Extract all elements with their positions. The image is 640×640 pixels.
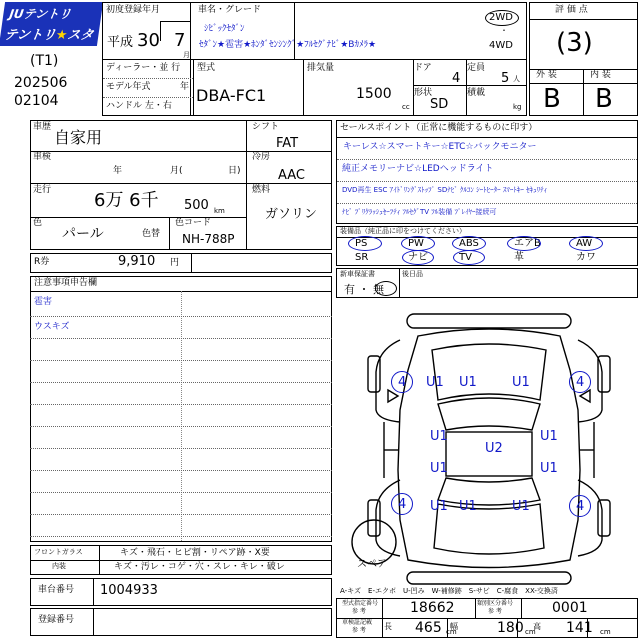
model-code-label: 型式	[197, 63, 216, 73]
dims-label: 車検証記載	[342, 619, 373, 626]
logo-line1: JUテントリ	[8, 7, 72, 21]
sales-line-4: ﾅﾋﾞ ﾌﾟﾘｸﾗｯｼｭｾｰﾌﾃｨ ﾌﾙｾｸﾞTV ﾌﾙ装備 ﾌﾟﾚｲﾔｰ接続可	[342, 208, 497, 216]
equipment-circle	[569, 236, 603, 251]
car-name-label: 車名・グレード	[198, 5, 262, 15]
equipment-circle	[348, 236, 382, 251]
region-code: (T1)	[30, 53, 59, 69]
damage-mark: U1	[540, 429, 558, 444]
length-label: 長	[384, 622, 392, 631]
damage-mark: U1	[540, 461, 558, 476]
fuel-value: ガソリン	[265, 207, 318, 222]
displacement-label: 排気量	[307, 63, 335, 73]
notes-row-line	[30, 360, 332, 361]
class-sub: 参 考	[488, 608, 502, 615]
equipment-circle	[453, 250, 485, 265]
load-label: 積載	[467, 88, 486, 98]
class-label: 類別区分番号	[477, 600, 514, 607]
width-unit: cm	[525, 628, 536, 636]
shape-label: 形状	[414, 88, 433, 98]
model-cert-sub: 参 考	[352, 608, 366, 615]
car-name-line2: ｾﾀﾞﾝ★雹害★ﾎﾝﾀﾞｾﾝｼﾝｸﾞ★ﾌﾙｾｸﾞﾅﾋﾞ★Bｶﾒﾗ★	[199, 40, 377, 50]
reg-number-label: 登録番号	[38, 615, 75, 625]
equipment-item: PW	[408, 238, 424, 249]
notes-line-2: ウスキズ	[34, 322, 70, 332]
damage-mark: 4	[576, 499, 585, 514]
equipment-circle	[401, 236, 435, 251]
notes-row-line	[30, 470, 332, 471]
equipment-label: 装備品（純正品に印をつけてください）	[340, 227, 466, 235]
damage-mark: U2	[485, 441, 503, 456]
damage-mark-circle	[391, 493, 413, 515]
equipment-circle	[402, 250, 434, 265]
score-value: (3)	[556, 28, 593, 58]
door-label: ドア	[414, 63, 432, 73]
doc-number-2: 02104	[14, 93, 59, 109]
notes-row-line	[30, 536, 332, 537]
class-value: 0001	[552, 600, 588, 616]
height-value: 141	[566, 620, 593, 636]
header-section	[102, 2, 527, 116]
equipment-item: カワ	[576, 252, 596, 263]
color-code-value: NH-788P	[182, 232, 235, 246]
model-year-label: モデル年式	[106, 82, 151, 92]
reg-month-unit: 月	[183, 51, 190, 59]
length-unit: cm	[446, 628, 457, 636]
interior-cond-value: キズ・汚レ・コゲ・穴・スレ・キレ・破レ	[114, 562, 285, 572]
damage-mark: U1	[430, 499, 448, 514]
fuel-label: 燃料	[252, 185, 271, 195]
displacement-unit: cc	[402, 103, 410, 111]
spare-label: スペア	[357, 559, 387, 570]
capacity-value: 5	[501, 71, 510, 86]
damage-mark: 4	[576, 375, 585, 390]
height-unit: cm	[600, 628, 611, 636]
model-year-unit: 年	[180, 82, 190, 92]
shift-value: FAT	[276, 136, 299, 151]
notes-row-line	[30, 448, 332, 449]
drive-separator: ・	[500, 26, 508, 35]
sales-line-2: 純正メモリーナビ☆LEDヘッドライト	[342, 164, 494, 174]
sales-line-3: DVD再生 ESC ｱｲﾄﾞﾘﾝｸﾞｽﾄｯﾌﾟ SDﾅﾋﾞ ｸﾙｺﾝ ｼｰﾄﾋｰﾀｰ ｽﾏｰﾄｷｰ ｾｷｭﾘﾃｨ	[342, 186, 548, 194]
displacement-value: 1500	[356, 86, 392, 102]
notes-row-line	[30, 338, 332, 339]
equipment-item: ナビ	[408, 252, 428, 263]
notes-row-line	[30, 426, 332, 427]
damage-mark: U1	[459, 375, 477, 390]
damage-mark: U1	[430, 461, 448, 476]
chassis-value: 1004933	[100, 583, 158, 598]
dealer-label: ディーラー・並 行	[106, 63, 181, 73]
damage-mark: U1	[426, 375, 444, 390]
width-value: 180	[497, 620, 524, 636]
usage-value: 自家用	[54, 128, 103, 147]
interior-cond-label: 内装	[52, 562, 66, 570]
notes-row-line	[30, 514, 332, 515]
damage-mark-circle	[569, 371, 591, 393]
inspection-day: 日)	[228, 166, 241, 176]
warranty-value: 有 ・ 無	[344, 283, 384, 296]
equipment-item: ABS	[459, 238, 479, 249]
drive-2wd: 2WD	[489, 12, 513, 23]
equipment-circle	[452, 236, 486, 251]
logo-line2: テントリ★スター	[0, 28, 95, 62]
notes-row-line	[30, 492, 332, 493]
damage-mark: U1	[512, 499, 530, 514]
damage-mark: U1	[430, 429, 448, 444]
exterior-label: 外 装	[536, 70, 557, 80]
chassis-section	[30, 578, 332, 606]
inspection-label: 車検	[33, 152, 52, 162]
history-label: 後日品	[402, 270, 423, 278]
handle-label: ハンドル 左・右	[106, 101, 172, 111]
damage-mark: U1	[512, 375, 530, 390]
mileage-label: 走行	[33, 185, 52, 195]
warranty-label: 新車保証書	[340, 270, 375, 278]
score-label: 評 価 点	[555, 5, 588, 15]
sales-line-1: キーレス☆スマートキー☆ETC☆バックモニター	[343, 142, 537, 152]
width-label: 幅	[450, 622, 458, 631]
model-cert-value: 18662	[410, 600, 455, 616]
model-cert-label: 型式指定番号	[342, 600, 379, 607]
sales-point-label: セールスポイント（正常に機能するものに印す）	[340, 123, 538, 133]
color-value: パール	[62, 226, 104, 242]
exterior-grade: B	[543, 84, 561, 114]
interior-grade: B	[595, 84, 613, 114]
equipment-item: TV	[459, 252, 472, 263]
recycle-section	[30, 253, 332, 273]
reg-number-section	[30, 608, 332, 636]
warranty-none-circle	[375, 281, 397, 296]
equipment-item: 革	[514, 252, 524, 263]
damage-mark: 4	[398, 497, 407, 512]
equipment-circle	[507, 236, 541, 251]
dims-sub: 参 考	[352, 627, 366, 634]
color-change-label: 色替	[142, 229, 161, 239]
reg-era: 平成	[107, 35, 134, 50]
reg-date-label: 初度登録年月	[106, 5, 161, 15]
ac-label: 冷房	[252, 152, 271, 162]
chassis-label: 車台番号	[38, 585, 75, 595]
car-name-line1: ｼﾋﾞｯｸｾﾀﾞﾝ	[204, 24, 245, 34]
notes-row-line	[30, 404, 332, 405]
recycle-unit: 円	[170, 258, 180, 268]
capacity-label: 定員	[467, 63, 486, 73]
damage-mark: 4	[398, 375, 407, 390]
equipment-item: SR	[355, 252, 369, 263]
equipment-item: AW	[576, 238, 593, 249]
recycle-value: 9,910	[118, 254, 156, 269]
shift-label: シフト	[252, 122, 280, 132]
mileage-value: 6万 6千	[94, 190, 159, 211]
damage-mark: U1	[459, 499, 477, 514]
inspection-month: 月(	[170, 166, 183, 176]
reg-year: 30	[137, 30, 160, 51]
mileage-unit: km	[214, 207, 225, 215]
length-value: 465	[415, 620, 442, 636]
interior-label: 内 装	[590, 70, 611, 80]
door-value: 4	[452, 71, 461, 86]
height-label: 高	[533, 622, 541, 631]
notes-line-1: 雹害	[34, 297, 53, 307]
damage-mark-circle	[569, 495, 591, 517]
notes-label: 注意事項申告欄	[34, 278, 98, 288]
load-unit: kg	[513, 103, 522, 111]
mileage-value-2: 500	[184, 198, 209, 213]
damage-legend: A-キズ E-エクボ U-凹み W-補修跡 S-サビ C-腐食 XX-交換済	[340, 587, 558, 595]
doc-number-1: 202506	[14, 75, 68, 91]
equipment-item: エアB	[514, 238, 541, 249]
recycle-label: R券	[34, 257, 50, 267]
notes-row-line	[30, 316, 332, 317]
notes-row-line	[30, 382, 332, 383]
capacity-unit: 人	[513, 75, 520, 83]
ac-value: AAC	[278, 168, 305, 183]
color-code-label: 色コード	[175, 218, 212, 228]
damage-mark-circle	[391, 371, 413, 393]
front-glass-label: フロントガラス	[34, 548, 83, 556]
shape-value: SD	[430, 97, 449, 112]
inspection-year: 年	[113, 166, 123, 176]
reg-month: 7	[174, 30, 186, 51]
color-label: 色	[33, 218, 43, 228]
front-glass-value: キズ・飛石・ヒビ割・リペア跡・X要	[120, 548, 270, 558]
model-code-value: DBA-FC1	[196, 86, 267, 105]
equipment-item: PS	[355, 238, 368, 249]
usage-label: 車歴	[33, 122, 52, 132]
drive-4wd: 4WD	[489, 40, 513, 51]
